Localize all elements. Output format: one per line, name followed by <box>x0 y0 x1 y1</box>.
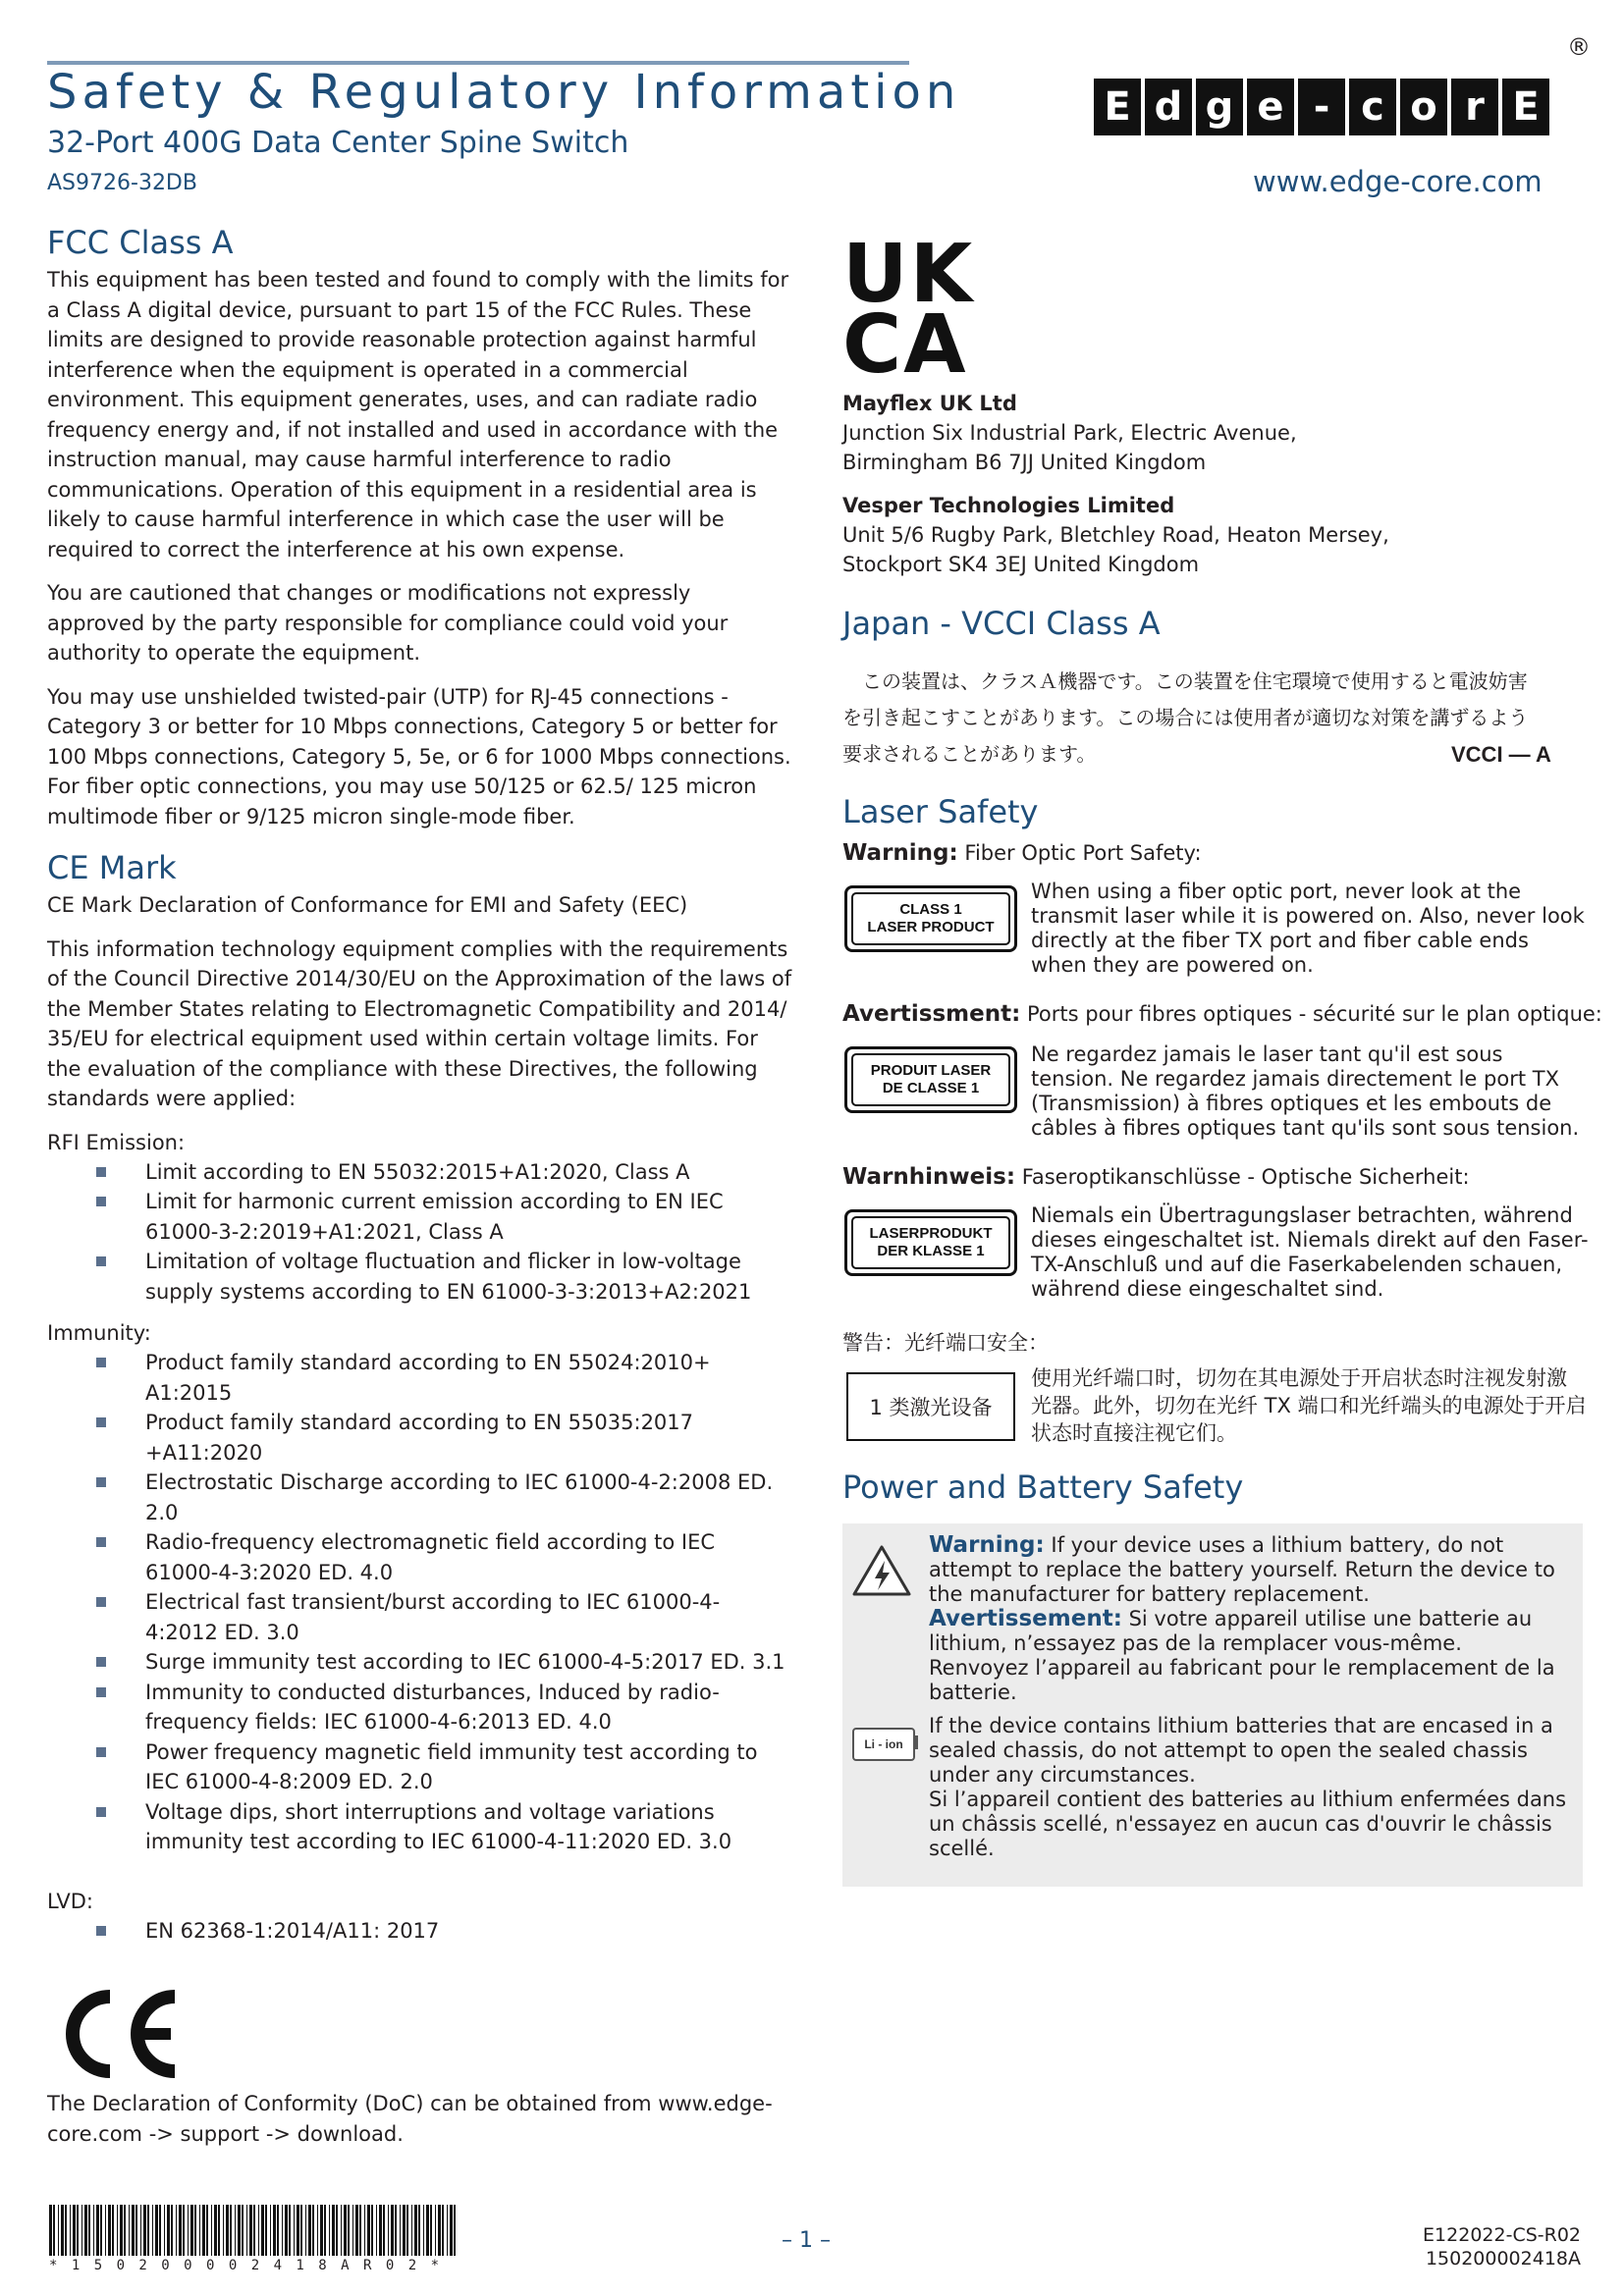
barcode-bar <box>194 2205 196 2256</box>
barcode-bar <box>297 2205 299 2256</box>
barcode-bar <box>77 2205 79 2256</box>
barcode-bar <box>70 2205 71 2256</box>
badge-line: PRODUIT LASER <box>870 1062 992 1079</box>
page-title: Safety & Regulatory Information <box>47 65 961 120</box>
encased-block <box>929 1714 1567 1861</box>
badge-line: CLASS 1 <box>899 901 962 918</box>
barcode-bar <box>246 2205 247 2256</box>
address-1-line-1: Junction Six Industrial Park, Electric Avenue, <box>842 421 1297 445</box>
barcode-bar <box>108 2205 111 2256</box>
barcode-bar <box>400 2205 401 2256</box>
barcode-bar <box>273 2205 276 2256</box>
class1-laser-badge <box>844 885 1017 952</box>
fcc-heading: FCC Class A <box>47 224 234 261</box>
barcode-bar <box>190 2205 193 2256</box>
edgecore-logo <box>1094 79 1553 135</box>
encased-en: If the device contains lithium batteries that are encased in a sealed chassis, do not attempt to open the sealed chassis under any circumstances. <box>929 1714 1553 1787</box>
barcode-bar <box>135 2205 137 2256</box>
barcode-bar <box>253 2205 255 2256</box>
barcode-bar <box>376 2205 377 2256</box>
barcode-bar <box>124 2205 126 2256</box>
barcode-bar <box>176 2205 177 2256</box>
logo-letter: r <box>1451 79 1498 135</box>
barcode-bar <box>53 2205 55 2256</box>
barcode-bar <box>218 2205 220 2256</box>
product-subtitle: 32-Port 400G Data Center Spine Switch <box>47 126 629 160</box>
vcci-line-2: を引き起こすことがあります。この場合には使用者が適切な対策を講ずるよう <box>842 706 1529 729</box>
barcode-bar <box>93 2205 94 2256</box>
logo-letter: c <box>1349 79 1396 135</box>
barcode-bar <box>206 2205 208 2256</box>
barcode-bar <box>352 2205 353 2256</box>
high-voltage-icon <box>850 1543 913 1598</box>
list-item: Electrostatic Discharge according to IEC 61000-4-2:2008 ED. 2.0 <box>47 1468 793 1527</box>
badge-line: LASERPRODUKT <box>869 1225 993 1242</box>
logo-letter: o <box>1400 79 1447 135</box>
barcode-bar <box>159 2205 161 2256</box>
list-item: Product family standard according to EN 55035:2017 +A11:2020 <box>47 1408 793 1468</box>
doc-availability: The Declaration of Conformity (DoC) can be obtained from www.edge- core.com -> support -> download. <box>47 2092 773 2146</box>
barcode-bar <box>454 2205 456 2256</box>
barcode-bar <box>426 2205 429 2256</box>
barcode-bar <box>359 2205 361 2256</box>
barcode-bar <box>300 2205 302 2256</box>
barcode-bar <box>155 2205 158 2256</box>
barcode-bar <box>312 2205 314 2256</box>
barcode-bar <box>242 2205 244 2256</box>
list-item: Limitation of voltage fluctuation and flicker in low-voltage supply systems according to EN 61000-3-3:2013+A2:2021 <box>47 1247 793 1307</box>
avertissment-label: Avertissment: <box>842 1001 1021 1027</box>
barcode-bar <box>289 2205 291 2256</box>
list-item: Surge immunity test according to IEC 61000-4-5:2017 ED. 3.1 <box>47 1647 793 1678</box>
barcode-bar <box>81 2205 82 2256</box>
ce-intro: This information technology equipment complies with the requirements of the Council Directive 2014/30/EU on the Approximation of the laws of the Member States relating to Electromagnetic Compatibility and 2014/ 35/EU for electrical equipment used within certain voltage limits. For the evaluation of the compliance with these Directives, the following standards were applied: <box>47 936 792 1110</box>
barcode-bar <box>261 2205 264 2256</box>
barcode-bar <box>235 2205 236 2256</box>
lvd-list <box>47 1916 793 1947</box>
laser-en-text: When using a fiber optic port, never look at the transmit laser while it is powered on. Also, never look directly at the fiber TX port and fiber cable ends when they are powered on. <box>1031 880 1585 977</box>
barcode-bar <box>308 2205 311 2256</box>
barcode-bar <box>223 2205 224 2256</box>
ukca-logo-top: UK <box>842 228 975 321</box>
badge-zh-text: 1 类激光设备 <box>869 1396 993 1419</box>
produit-laser-badge <box>844 1046 1017 1113</box>
barcode-bar <box>65 2205 67 2256</box>
page-number: – 1 – <box>782 2228 831 2253</box>
warning-label: Warning: <box>842 840 958 866</box>
barcode-bar <box>49 2205 52 2256</box>
ce-declaration: CE Mark Declaration of Conformance for EMI and Safety (EEC) <box>47 893 688 917</box>
barcode-bar <box>129 2205 130 2256</box>
website-link[interactable]: www.edge-core.com <box>1253 165 1543 198</box>
barcode-bar <box>132 2205 135 2256</box>
laser-de-label-line <box>842 1162 1470 1192</box>
barcode-bar <box>167 2205 170 2256</box>
ce-heading: CE Mark <box>47 849 177 886</box>
barcode-bar <box>406 2205 408 2256</box>
barcode-bar <box>238 2205 241 2256</box>
ce-mark-logo <box>49 1985 187 2083</box>
barcode-bar <box>100 2205 102 2256</box>
barcode-bar <box>258 2205 259 2256</box>
barcode-bar <box>332 2205 335 2256</box>
list-item: Radio-frequency electromagnetic field according to IEC 61000-4-3:2020 ED. 4.0 <box>47 1527 793 1587</box>
barcode-bar <box>395 2205 397 2256</box>
barcode-bar <box>305 2205 306 2256</box>
barcode-bar <box>282 2205 283 2256</box>
warnhinweis-label: Warnhinweis: <box>842 1164 1016 1190</box>
lvd-label: LVD: <box>47 1889 94 1913</box>
list-item: Electrical fast transient/burst according to IEC 61000-4- 4:2012 ED. 3.0 <box>47 1587 793 1647</box>
barcode-bar <box>58 2205 59 2256</box>
barcode-bar <box>418 2205 420 2256</box>
barcode-bar <box>199 2205 200 2256</box>
badge-line: DER KLASSE 1 <box>877 1243 985 1259</box>
logo-letter: E <box>1502 79 1549 135</box>
list-item: Power frequency magnetic field immunity test according to IEC 61000-4-8:2009 ED. 2.0 <box>47 1737 793 1797</box>
rfi-list <box>47 1157 793 1308</box>
address-1-line-2: Birmingham B6 7JJ United Kingdom <box>842 451 1207 474</box>
barcode-bar <box>152 2205 153 2256</box>
ukca-logo-bottom: CA <box>842 298 968 392</box>
barcode-bar <box>120 2205 123 2256</box>
immunity-label: Immunity: <box>47 1321 151 1345</box>
laser-en-label-line <box>842 838 1202 868</box>
barcode-bar <box>117 2205 118 2256</box>
rfi-label: RFI Emission: <box>47 1130 186 1154</box>
barcode-bar <box>388 2205 389 2256</box>
barcode-bar <box>188 2205 189 2256</box>
immunity-list <box>47 1348 793 1857</box>
barcode-bar <box>341 2205 342 2256</box>
battery-icon <box>852 1728 915 1761</box>
logo-letter: g <box>1196 79 1243 135</box>
barcode-bar <box>140 2205 141 2256</box>
barcode-bar <box>294 2205 295 2256</box>
barcode-bar <box>344 2205 347 2256</box>
barcode-bar <box>383 2205 385 2256</box>
barcode-bar <box>403 2205 406 2256</box>
list-item: EN 62368-1:2014/A11: 2017 <box>47 1916 793 1947</box>
barcode-bar <box>450 2205 453 2256</box>
barcode-bar <box>336 2205 338 2256</box>
logo-letter: E <box>1094 79 1141 135</box>
ukca-logo <box>842 228 990 392</box>
laser-fr-label-line <box>842 999 1602 1029</box>
fcc-paragraph-3: You may use unshielded twisted-pair (UTP) for RJ-45 connections - Category 3 or better for 10 Mbps connections, Category 5 or better for 100 Mbps connections, Category 5, 5e, or 6 for 1000 Mbps connections. For fiber optic connections, you may use 50/125 or 62.5/ 125 micron multimode fiber or 9/125 micron single-mode fiber. <box>47 684 791 828</box>
list-item: Product family standard according to EN 55024:2010+ A1:2015 <box>47 1348 793 1408</box>
registered-mark: ® <box>1567 33 1591 61</box>
power-avertissement-paragraph <box>929 1607 1567 1705</box>
barcode-bar <box>202 2205 205 2256</box>
document-code: E122022-CS-R02 <box>1423 2224 1581 2246</box>
power-avertissement-label: Avertissement: <box>929 1606 1122 1631</box>
list-item: Voltage dips, short interruptions and voltage variations immunity test according to IEC 61000-4-11:2020 ED. 3.0 <box>47 1797 793 1857</box>
battery-icon-terminal <box>913 1735 918 1749</box>
laser-zh-label: 警告：光纤端口安全： <box>842 1331 1049 1355</box>
barcode-bar <box>105 2205 106 2256</box>
vcci-line-1: この装置は、クラスＡ機器です。この装置を住宅環境で使用すると電波妨害 <box>862 669 1528 693</box>
barcode-bar <box>179 2205 182 2256</box>
battery-icon-label: Li - ion <box>864 1737 903 1751</box>
barcode-bar <box>285 2205 288 2256</box>
barcode-bar <box>355 2205 358 2256</box>
warnhinweis-sublabel: Faseroptikanschlüsse - Optische Sicherheit: <box>1015 1165 1470 1189</box>
vcci-mark: VCCI ― A <box>1451 742 1551 767</box>
model-number: AS9726-32DB <box>47 171 197 195</box>
company-2: Vesper Technologies Limited <box>842 494 1175 517</box>
barcode-bar <box>230 2205 232 2256</box>
barcode-bar <box>84 2205 87 2256</box>
laser-de-text: Niemals ein Übertragungslaser betrachten, während dieses eingeschaltet ist. Niemals direkt auf den Faser- TX-Anschluß und auf die Faserkabelenden schauen, während diese eingeschaltet sind. <box>1031 1203 1589 1301</box>
warning-sublabel: Fiber Optic Port Safety: <box>957 841 1202 865</box>
avertissment-sublabel: Ports pour fibres optiques - sécurité sur le plan optique: <box>1020 1002 1602 1026</box>
list-item: Limit for harmonic current emission according to EN IEC 61000-3-2:2019+A1:2021, Class A <box>47 1187 793 1247</box>
barcode-bar <box>329 2205 330 2256</box>
barcode-bar <box>414 2205 417 2256</box>
barcode-bar <box>61 2205 64 2256</box>
barcode-text: * 1 5 0 2 0 0 0 0 2 4 1 8 A R 0 2 * <box>49 2258 443 2273</box>
laser-heading: Laser Safety <box>842 793 1039 830</box>
laserprodukt-badge <box>844 1209 1017 1276</box>
vcci-heading: Japan - VCCI Class A <box>842 605 1161 642</box>
list-item: Limit according to EN 55032:2015+A1:2020, Class A <box>47 1157 793 1188</box>
power-warning-label: Warning: <box>929 1532 1045 1558</box>
barcode-bar <box>423 2205 424 2256</box>
barcode-bar <box>164 2205 165 2256</box>
barcode-bar <box>371 2205 373 2256</box>
barcode-bar <box>183 2205 185 2256</box>
barcode-bar <box>320 2205 323 2256</box>
barcode-bar <box>324 2205 326 2256</box>
barcode-bar <box>226 2205 229 2256</box>
barcode-bar <box>112 2205 114 2256</box>
barcode-bar <box>88 2205 90 2256</box>
barcode-bar <box>379 2205 382 2256</box>
company-1: Mayflex UK Ltd <box>842 392 1017 415</box>
laser-fr-text: Ne regardez jamais le laser tant qu'il est sous tension. Ne regardez jamais directement le port TX (Transmission) à fibres optiques et les embouts de câbles à fibres optiques tant qu'ils sont sous tension. <box>1031 1042 1580 1140</box>
barcode-bar <box>367 2205 370 2256</box>
power-warning-paragraph <box>929 1533 1567 1607</box>
address-2-line-1: Unit 5/6 Rugby Park, Bletchley Road, Heaton Mersey, <box>842 523 1389 547</box>
ukca-block <box>842 389 1549 579</box>
power-warning-text: If your device uses a lithium battery, do not attempt to replace the battery yourself. Return the device to the manufacturer for battery replacement. <box>929 1533 1555 1606</box>
barcode-bar <box>143 2205 146 2256</box>
list-item: Immunity to conducted disturbances, Induced by radio- frequency fields: IEC 61000-4-6:2013 ED. 4.0 <box>47 1678 793 1737</box>
barcode-bar <box>147 2205 149 2256</box>
barcode-bar <box>430 2205 432 2256</box>
barcode-bar <box>317 2205 318 2256</box>
power-warning-block <box>929 1533 1567 1705</box>
laser-zh-text: 使用光纤端口时，切勿在其电源处于开启状态时注视发射激光器。此外，切勿在光纤 TX 端口和光纤端头的电源处于开启状态时直接注视它们。 <box>1031 1366 1587 1445</box>
logo-letter: e <box>1247 79 1294 135</box>
badge-line: DE CLASSE 1 <box>882 1080 980 1096</box>
barcode-bar <box>171 2205 173 2256</box>
barcode <box>49 2205 461 2256</box>
barcode-bar <box>438 2205 441 2256</box>
barcode-bar <box>442 2205 444 2256</box>
barcode-bar <box>411 2205 412 2256</box>
class1-laser-badge-zh <box>846 1372 1015 1441</box>
left-column <box>47 224 793 1946</box>
logo-letter: d <box>1145 79 1192 135</box>
part-number: 150200002418A <box>1425 2248 1581 2269</box>
badge-line: LASER PRODUCT <box>867 919 995 935</box>
barcode-bar <box>277 2205 279 2256</box>
barcode-bar <box>96 2205 99 2256</box>
barcode-bar <box>265 2205 267 2256</box>
barcode-bar <box>73 2205 76 2256</box>
vcci-line-3: 要求されることがあります。 <box>842 742 1097 766</box>
barcode-bar <box>214 2205 217 2256</box>
barcode-bar <box>270 2205 271 2256</box>
barcode-bar <box>249 2205 252 2256</box>
power-heading: Power and Battery Safety <box>842 1468 1244 1506</box>
logo-letter: - <box>1298 79 1345 135</box>
fcc-paragraph-2: You are cautioned that changes or modifications not expressly approved by the party responsible for compliance could void your authority to operate the equipment. <box>47 581 729 665</box>
encased-fr: Si l’appareil contient des batteries au lithium enfermées dans un châssis scellé, n'essayez en aucun cas d'ouvrir le châssis scellé. <box>929 1788 1567 1860</box>
barcode-bar <box>447 2205 448 2256</box>
barcode-bar <box>435 2205 436 2256</box>
barcode-bar <box>391 2205 394 2256</box>
power-avertissement-text: Si votre appareil utilise une batterie au lithium, n’essayez pas de la remplacer vous-même. Renvoyez l’appareil au fabricant pour le remplacement de la batterie. <box>929 1607 1555 1704</box>
barcode-bar <box>348 2205 350 2256</box>
address-2-line-2: Stockport SK4 3EJ United Kingdom <box>842 553 1200 576</box>
barcode-bar <box>364 2205 365 2256</box>
barcode-bar <box>211 2205 212 2256</box>
fcc-paragraph-1: This equipment has been tested and found to comply with the limits for a Class A digital device, pursuant to part 15 of the FCC Rules. These limits are designed to provide reasonable protection against harmful interference when the equipment is operated in a commercial environment. This equipment generates, uses, and can radiate radio frequency energy and, if not installed and used in accordance with the instruction manual, may cause harmful interference to radio communications. Operation of this equipment in a residential area is likely to cause harmful interference in which case the user will be required to correct the interference at his own expense. <box>47 268 789 561</box>
